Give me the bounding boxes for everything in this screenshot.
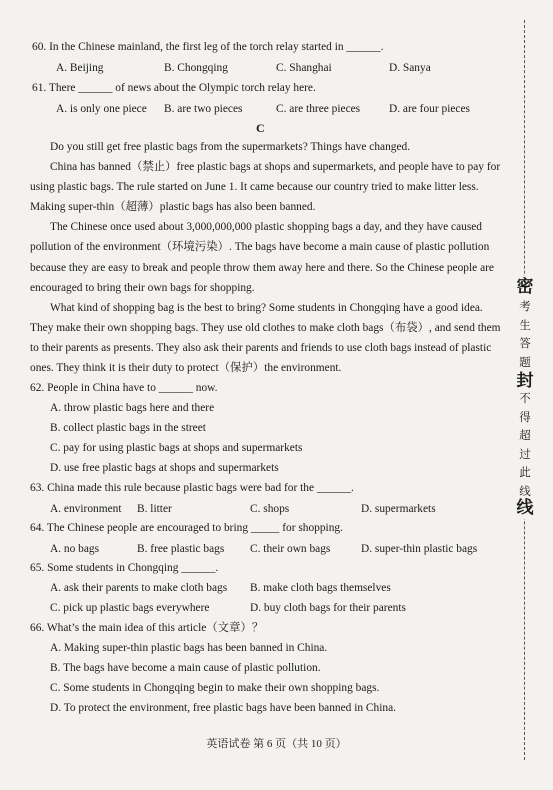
q61-stem: 61. There ______ of news about the Olympic torch relay here. (32, 82, 316, 94)
q62-stem: 62. People in China have to ______ now. (30, 382, 218, 394)
seal-note-char: 过 (519, 448, 531, 461)
seal-note-char: 生 (519, 319, 531, 332)
seal-note-char: 此 (519, 467, 531, 479)
q62-option-b: B. collect plastic bags in the street (50, 422, 206, 434)
passage-line: using plastic bags. The rule started on June 1. It came because our country tried to make litter less. (30, 181, 479, 193)
passage-line: Making super-thin（超薄）plastic bags has also been banned. (30, 201, 316, 213)
q60-stem: 60. In the Chinese mainland, the first leg of the torch relay started in ______. (32, 41, 384, 53)
seal-note-char: 线 (519, 485, 531, 498)
passage-label: C (256, 121, 265, 135)
q62-option-a: A. throw plastic bags here and there (50, 402, 215, 414)
q64-option-a: A. no bags (50, 543, 100, 555)
q63-stem: 63. China made this rule because plastic bags were bad for the ______. (30, 482, 354, 494)
q63-option-c: C. shops (250, 503, 290, 515)
q66-option-d: D. To protect the environment, free plastic bags have been banned in China. (50, 702, 396, 714)
q60-option-a: A. Beijing (56, 62, 104, 74)
q65-option-b: B. make cloth bags themselves (250, 582, 391, 594)
passage-line: Do you still get free plastic bags from the supermarkets? Things have changed. (50, 141, 411, 153)
passage-line: They make their own shopping bags. They use old clothes to make cloth bags（布袋）, and send them (30, 322, 501, 334)
q62-option-c: C. pay for using plastic bags at shops and supermarkets (50, 442, 303, 454)
q65-option-c: C. pick up plastic bags everywhere (50, 602, 210, 614)
passage-line: because they are easy to break and people throw them away here and there. So the Chinese people are (30, 262, 494, 274)
q66-option-b: B. The bags have become a main cause of plastic pollution. (50, 662, 321, 674)
q61-option-d: D. are four pieces (389, 103, 470, 115)
q65-option-a: A. ask their parents to make cloth bags (50, 582, 228, 594)
q60-option-b: B. Chongqing (164, 62, 228, 74)
q66-stem: 66. What’s the main idea of this article（文章）？ (30, 622, 264, 634)
seal-margin (498, 0, 553, 790)
seal-note-char: 超 (519, 430, 531, 442)
seal-note-char: 考 (519, 301, 531, 313)
page-footer: 英语试卷 第 6 页（共 10 页） (206, 738, 347, 750)
q64-option-d: D. super-thin plastic bags (361, 543, 478, 555)
q60-option-c: C. Shanghai (276, 62, 332, 74)
seal-note-char: 题 (519, 356, 531, 369)
seal-note-char: 不 (519, 393, 531, 405)
q64-option-c: C. their own bags (250, 543, 331, 555)
passage-line: China has banned（禁止）free plastic bags at shops and supermarkets, and people have to pay for (50, 161, 501, 173)
q63-option-d: D. supermarkets (361, 503, 436, 515)
passage-line: The Chinese once used about 3,000,000,000 plastic shopping bags a day, and they have caused (50, 221, 482, 233)
q62-option-d: D. use free plastic bags at shops and supermarkets (50, 462, 279, 474)
q61-option-c: C. are three pieces (276, 103, 361, 115)
q66-option-a: A. Making super-thin plastic bags has been banned in China. (50, 642, 328, 654)
passage-line: What kind of shopping bag is the best to bring? Some students in Chongqing have a good idea. (50, 302, 483, 314)
seal-char-mi: 密 (514, 276, 536, 298)
q61-option-a: A. is only one piece (56, 103, 147, 115)
passage-line: ones. They think it is their duty to protect（保护）the environment. (30, 362, 342, 374)
q60-option-d: D. Sanya (389, 62, 431, 74)
q63-option-b: B. litter (137, 503, 172, 515)
q65-stem: 65. Some students in Chongqing ______. (30, 562, 219, 574)
seal-note-char: 得 (519, 411, 531, 424)
q64-option-b: B. free plastic bags (137, 543, 225, 555)
q65-option-d: D. buy cloth bags for their parents (250, 602, 406, 614)
passage-line: pollution of the environment（环境污染）. The bags have become a main cause of plastic pollution (30, 241, 490, 253)
seal-char-feng: 封 (514, 370, 536, 392)
seal-note (516, 298, 534, 501)
passage-line: encouraged to bring their own bags for shopping. (30, 282, 255, 294)
passage-line: to their parents as presents. They also ask their parents and friends to use cloth bags instead of plastic (30, 342, 492, 354)
q66-option-c: C. Some students in Chongqing begin to make their own shopping bags. (50, 682, 380, 694)
q61-option-b: B. are two pieces (164, 103, 243, 115)
q63-option-a: A. environment (50, 503, 122, 515)
seal-char-xian: 线 (514, 497, 536, 519)
seal-note-char: 答 (519, 338, 531, 350)
q64-stem: 64. The Chinese people are encouraged to bring _____ for shopping. (30, 522, 343, 534)
